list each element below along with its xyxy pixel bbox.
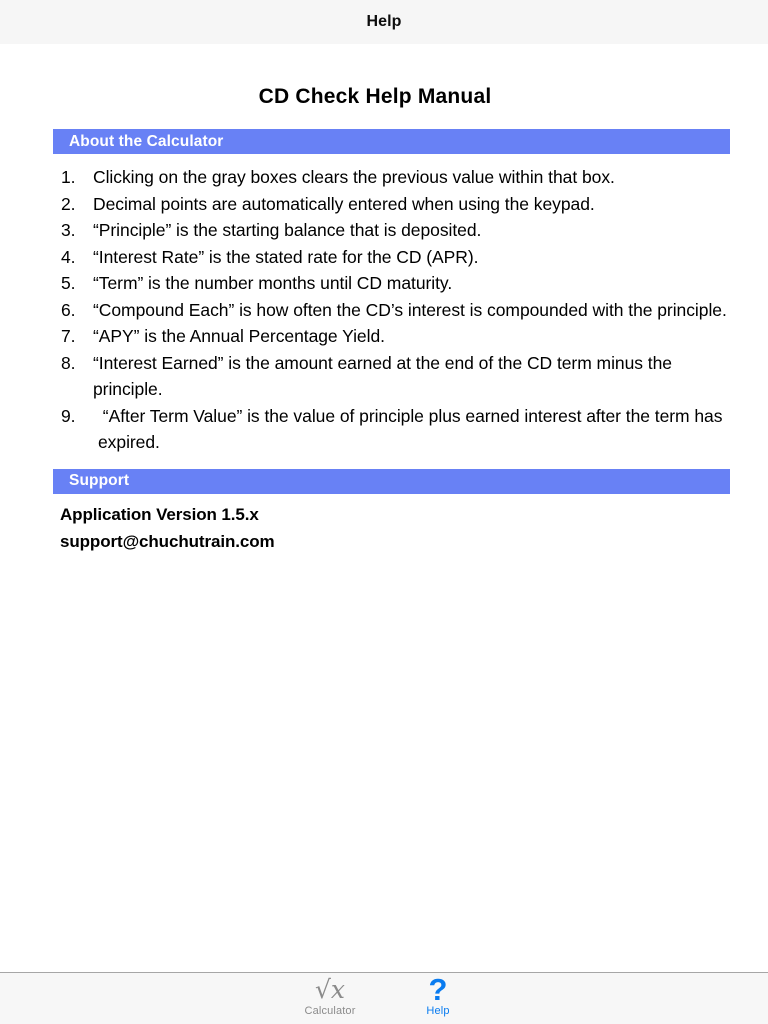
list-item: [53, 350, 730, 403]
list-item-marker: 8.: [61, 352, 76, 373]
support-email-text: support@chuchutrain.com: [60, 531, 275, 551]
list-item-text: “After Term Value” is the value of principle plus earned interest after the term has expired.: [98, 405, 723, 452]
list-item-marker: 2.: [61, 193, 76, 214]
tab-calculator[interactable]: [276, 973, 384, 1023]
page-title: Help: [366, 13, 402, 30]
list-item-marker: 7.: [61, 326, 76, 346]
app-version-text: Application Version 1.5.x: [60, 504, 259, 524]
list-item: [53, 323, 730, 350]
section-header-support: [53, 469, 730, 494]
top-navigation-bar: [0, 0, 768, 44]
list-item: [53, 191, 730, 218]
list-item-text: “Interest Earned” is the amount earned at the end of the CD term minus the principle.: [93, 352, 672, 399]
list-item: [53, 297, 730, 324]
list-item-text: “Principle” is the starting balance that is deposited.: [93, 220, 482, 240]
list-item-marker: 3.: [61, 220, 76, 240]
list-item-text: Decimal points are automatically entered when using the keypad.: [93, 193, 595, 214]
list-item-text: Clicking on the gray boxes clears the previous value within that box.: [93, 167, 615, 187]
list-item-marker: 9.: [61, 405, 76, 426]
support-details: [60, 501, 730, 555]
section-header-label: About the Calculator: [69, 132, 224, 150]
tab-help[interactable]: [384, 973, 492, 1023]
square-root-glyph: √x: [314, 975, 346, 1004]
list-item-marker: 6.: [61, 299, 76, 320]
section-header-label: Support: [69, 472, 130, 489]
question-mark-glyph: ?: [428, 972, 448, 1007]
section-header-about-the-calculator: [53, 129, 730, 154]
about-calculator-list: [53, 164, 730, 456]
square-root-icon: [315, 976, 345, 1004]
document-heading: CD Check Help Manual: [258, 85, 492, 108]
list-item-marker: 4.: [61, 246, 76, 267]
tab-calculator-label: Calculator: [304, 1005, 356, 1017]
list-item-marker: 5.: [61, 273, 76, 293]
tab-help-label: Help: [426, 1005, 450, 1017]
list-item: [53, 244, 730, 271]
list-item: [53, 217, 730, 244]
list-item-marker: 1.: [61, 167, 76, 187]
list-item: [53, 270, 730, 297]
list-item-text: “Interest Rate” is the stated rate for the CD (APR).: [93, 246, 479, 267]
question-mark-icon: [428, 972, 448, 1007]
list-item-text: “Term” is the number months until CD maturity.: [93, 273, 453, 293]
list-item: [53, 164, 730, 191]
help-document-body: [0, 44, 768, 972]
list-item-text: “Compound Each” is how often the CD’s interest is compounded with the principle.: [93, 299, 727, 320]
bottom-tab-bar: [0, 972, 768, 1024]
list-item: [53, 403, 730, 456]
list-item-text: “APY” is the Annual Percentage Yield.: [93, 326, 385, 346]
